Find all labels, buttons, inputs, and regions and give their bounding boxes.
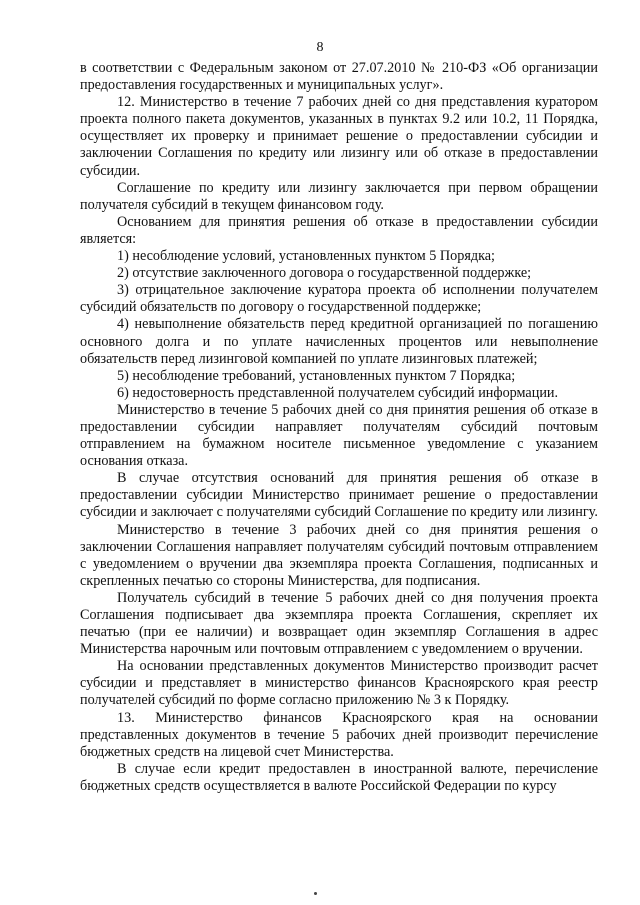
paragraph-no-grounds: В случае отсутствия оснований для принятия решения об отказе в предоставлении субсидии Министерство принимает решение о предоставлении субсидии и заключает с получателями субсидий Соглашение по кредиту или лизингу. [80, 470, 598, 521]
paragraph-item-13: 13. Министерство финансов Красноярского края на основании представленных документов в течение 5 рабочих дней производит перечисление бюджетных средств на лицевой счет Министерства. [80, 709, 598, 760]
list-item-ground-4: 4) невыполнение обязательств перед кредитной организацией по погашению основного долга и по уплате начисленных процентов или невыполнение обязательств перед лизинговой компанией по уплате лизинговых платежей; [80, 316, 598, 367]
paragraph-foreign-currency: В случае если кредит предоставлен в иностранной валюте, перечисление бюджетных средств осуществляется в валюте Российской Федерации по курсу [80, 760, 598, 794]
paragraph-item-12: 12. Министерство в течение 7 рабочих дней со дня представления куратором проекта полного пакета документов, указанных в пунктах 9.2 или 10.2, 11 Порядка, осуществляет их проверку и принимает решение о предоставлении субсидии и заключении Соглашения по кредиту или лизингу или об отказе в предоставлении субсидии. [80, 94, 598, 179]
paragraph-refusal-grounds-intro: Основанием для принятия решения об отказе в предоставлении субсидии является: [80, 213, 598, 247]
paragraph-refusal-notice: Министерство в течение 5 рабочих дней со дня принятия решения об отказе в предоставлении субсидии направляет получателям субсидий почтовым отправлением на бумажном носителе письменное уведомление с указанием основания отказа. [80, 401, 598, 470]
paragraph-agreement-dispatch: Министерство в течение 3 рабочих дней со дня принятия решения о заключении Соглашения направляет получателям субсидий почтовым отправлением с уведомлением о вручении два экземпляра проекта Соглашения, подписанных и скрепленных печатью со стороны Министерства, для подписания. [80, 521, 598, 589]
paragraph-continuation: в соответствии с Федеральным законом от 27.07.2010 № 210-ФЗ «Об организации предоставления государственных и муниципальных услуг». [80, 60, 598, 94]
paragraph-subsidy-calculation: На основании представленных документов Министерство производит расчет субсидии и представляет в министерство финансов Красноярского края реестр получателей субсидий по форме согласно приложению № 3 к Порядку. [80, 658, 598, 709]
list-item-ground-5: 5) несоблюдение требований, установленных пунктом 7 Порядка; [117, 367, 516, 384]
page-number: 8 [316, 40, 324, 55]
list-item-ground-2: 2) отсутствие заключенного договора о государственной поддержке; [117, 265, 532, 282]
document-body [80, 60, 598, 795]
list-item-ground-1: 1) несоблюдение условий, установленных пунктом 5 Порядка; [117, 248, 495, 265]
paragraph-recipient-signing: Получатель субсидий в течение 5 рабочих дней со дня получения проекта Соглашения подписывает два экземпляра проекта Соглашения, скрепляет их печатью (при ее наличии) и возвращает один экземпляр Соглашения в адрес Министерства нарочным или почтовым отправлением с уведомлением о вручении. [80, 589, 598, 658]
paragraph-agreement-conclusion: Соглашение по кредиту или лизингу заключается при первом обращении получателя субсидий в текущем финансовом году. [80, 179, 598, 213]
list-item-ground-3: 3) отрицательное заключение куратора проекта об исполнении получателем субсидий обязательств по договору о государственной поддержке; [80, 282, 598, 316]
list-item-ground-6: 6) недостоверность представленной получателем субсидий информации. [117, 384, 559, 401]
scan-dot-mark [314, 892, 317, 895]
